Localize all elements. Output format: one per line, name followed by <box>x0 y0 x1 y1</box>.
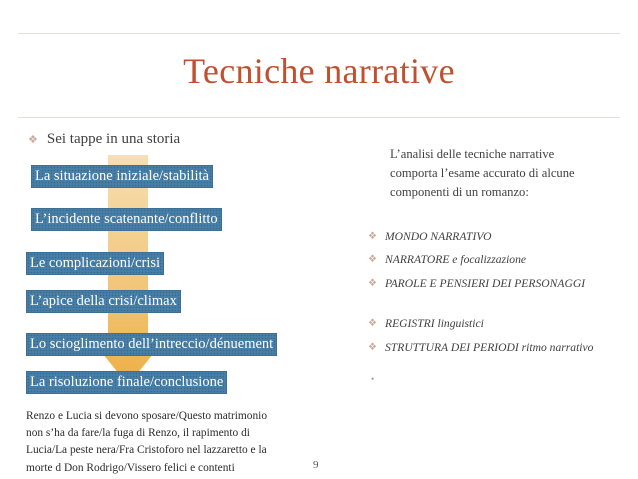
slide-title: Tecniche narrative <box>183 51 455 91</box>
component-label: MONDO NARRATIVO <box>385 230 492 243</box>
step-6: La risoluzione finale/conclusione <box>26 371 227 394</box>
component-label: REGISTRI linguistici <box>385 317 484 330</box>
component-label: PAROLE E PENSIERI DEI PERSONAGGI <box>385 277 586 290</box>
top-divider <box>18 33 620 34</box>
component-item <box>368 276 603 292</box>
page-number: 9 <box>313 459 319 471</box>
story-summary <box>26 408 321 477</box>
step-2: L’incidente scatenante/conflitto <box>31 208 222 231</box>
story-line: Lucia/La peste nera/Fra Cristoforo nel lazzaretto e la <box>26 444 267 457</box>
component-label: STRUTTURA DEI PERIODI ritmo narrativo <box>385 341 594 354</box>
component-label: NARRATORE e focalizzazione <box>385 253 527 266</box>
step-3: Le complicazioni/crisi <box>26 252 164 275</box>
diamond-bullet-icon: ❖ <box>368 318 377 329</box>
step-1: La situazione iniziale/stabilità <box>31 165 213 188</box>
main-bullet-text: Sei tappe in una storia <box>46 131 181 147</box>
diamond-bullet-icon: ❖ <box>368 254 377 265</box>
component-item <box>368 316 603 332</box>
component-item <box>368 229 603 245</box>
analysis-intro: L’analisi delle tecniche narrative comporta l’esame accurato di alcune componenti di un romanzo: <box>390 147 575 199</box>
step-4: L’apice della crisi/climax <box>26 290 181 313</box>
main-bullet <box>28 131 180 148</box>
diamond-bullet-icon: ❖ <box>368 342 377 353</box>
trailing-bullet: • <box>371 374 375 384</box>
story-line: morte d Don Rodrigo/Vissero felici e contenti <box>26 461 235 474</box>
component-item <box>368 252 603 268</box>
step-5: Lo scioglimento dell’intreccio/dénuement <box>26 333 277 356</box>
component-item <box>368 340 603 356</box>
story-line: non s’ha da fare/la fuga di Renzo, il rapimento di <box>26 427 250 440</box>
title-divider <box>18 117 620 118</box>
story-line: Renzo e Lucia si devono sposare/Questo matrimonio <box>26 410 268 422</box>
diamond-bullet-icon: ❖ <box>28 134 38 146</box>
diamond-bullet-icon: ❖ <box>368 278 377 289</box>
diamond-bullet-icon: ❖ <box>368 231 377 242</box>
